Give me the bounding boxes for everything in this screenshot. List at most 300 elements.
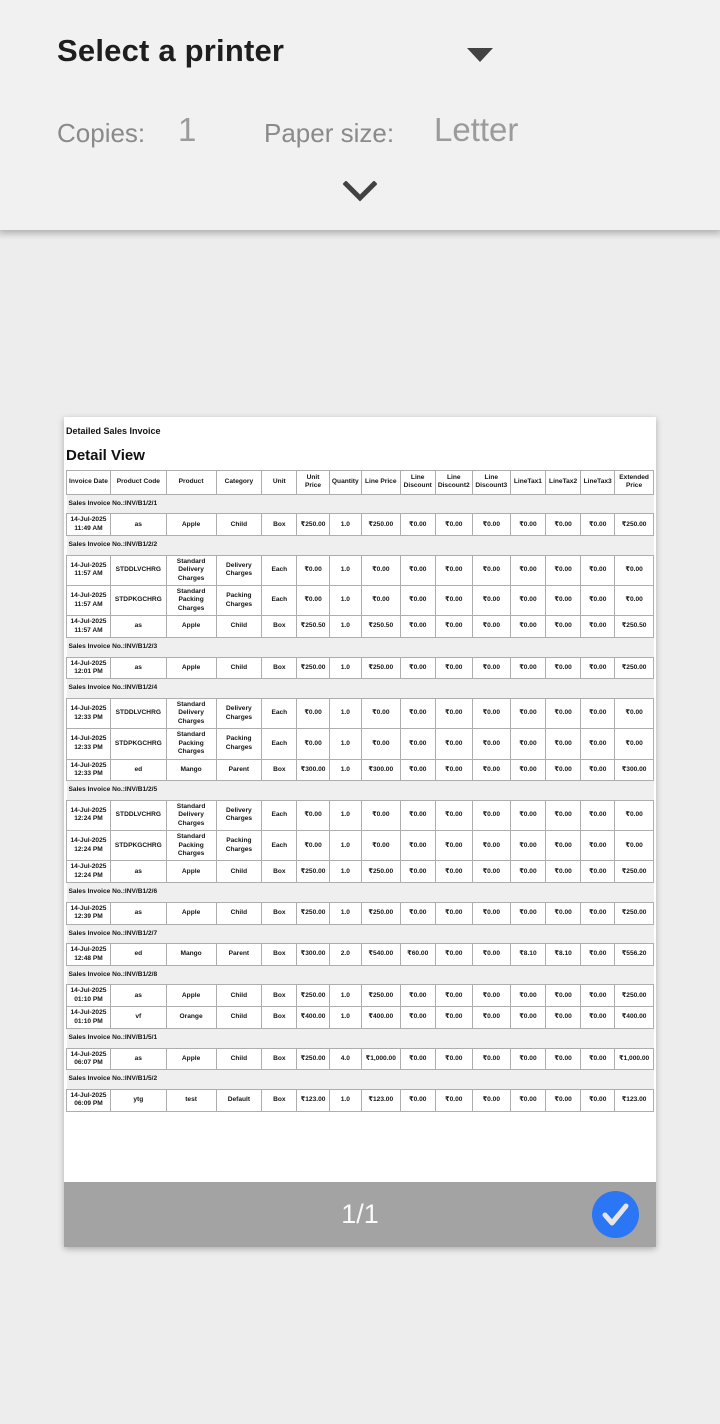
- invoice-cell: 1.0: [329, 698, 361, 728]
- column-header: LineTax3: [581, 471, 615, 495]
- invoice-cell: ₹0.00: [546, 902, 581, 924]
- invoice-cell: 1.0: [329, 1007, 361, 1029]
- invoice-cell: ₹0.00: [581, 585, 615, 615]
- invoice-cell: ₹0.00: [510, 902, 545, 924]
- invoice-cell: Delivery Charges: [216, 698, 262, 728]
- invoice-cell: ₹0.00: [400, 555, 435, 585]
- invoice-cell: Box: [262, 616, 297, 638]
- invoice-data-row: [67, 585, 654, 615]
- invoice-cell: ₹0.00: [546, 831, 581, 861]
- page-indicator: 1/1: [341, 1199, 379, 1229]
- invoice-cell: Box: [262, 1089, 297, 1111]
- invoice-cell: ₹0.00: [297, 831, 329, 861]
- invoice-cell: Child: [216, 1048, 262, 1070]
- invoice-cell: Box: [262, 985, 297, 1007]
- invoice-cell: ₹0.00: [472, 1089, 510, 1111]
- invoice-cell: Child: [216, 861, 262, 883]
- invoice-cell: ₹0.00: [472, 555, 510, 585]
- invoice-cell: ₹0.00: [581, 616, 615, 638]
- invoice-cell: Box: [262, 861, 297, 883]
- invoice-cell: ₹0.00: [472, 657, 510, 679]
- invoice-cell: ₹0.00: [435, 944, 472, 966]
- invoice-cell: Delivery Charges: [216, 800, 262, 830]
- invoice-cell: ₹0.00: [400, 831, 435, 861]
- invoice-section-row: Sales Invoice No.:INV/B1/5/1: [67, 1029, 654, 1048]
- invoice-cell: vf: [110, 1007, 166, 1029]
- invoice-section-row: Sales Invoice No.:INV/B1/2/8: [67, 965, 654, 984]
- invoice-cell: ₹0.00: [615, 555, 654, 585]
- invoice-cell: ₹0.00: [615, 729, 654, 759]
- invoice-cell: Apple: [166, 902, 216, 924]
- invoice-cell: 14-Jul-2025 11:49 AM: [67, 514, 111, 536]
- invoice-cell: ₹0.00: [510, 585, 545, 615]
- invoice-cell: ₹250.00: [297, 1048, 329, 1070]
- invoice-cell: ₹0.00: [435, 831, 472, 861]
- invoice-data-row: [67, 657, 654, 679]
- invoice-data-row: [67, 1007, 654, 1029]
- invoice-cell: ₹0.00: [472, 800, 510, 830]
- invoice-cell: Child: [216, 657, 262, 679]
- invoice-cell: ₹0.00: [400, 902, 435, 924]
- invoice-cell: ₹0.00: [400, 657, 435, 679]
- invoice-data-row: [67, 616, 654, 638]
- invoice-cell: as: [110, 1048, 166, 1070]
- invoice-cell: ₹0.00: [400, 861, 435, 883]
- invoice-cell: ₹0.00: [581, 1007, 615, 1029]
- invoice-cell: ₹0.00: [510, 616, 545, 638]
- invoice-cell: ₹0.00: [510, 985, 545, 1007]
- invoice-cell: ₹0.00: [581, 1048, 615, 1070]
- page-number-bar: [64, 1182, 656, 1247]
- invoice-cell: 1.0: [329, 616, 361, 638]
- invoice-cell: STDDLVCHRG: [110, 555, 166, 585]
- invoice-cell: ₹0.00: [435, 555, 472, 585]
- invoice-cell: Apple: [166, 616, 216, 638]
- invoice-cell: 1.0: [329, 585, 361, 615]
- invoice-cell: ₹0.00: [581, 861, 615, 883]
- confirm-print-button[interactable]: [592, 1191, 639, 1238]
- invoice-cell: ₹0.00: [581, 985, 615, 1007]
- invoice-cell: ₹250.00: [361, 514, 400, 536]
- invoice-cell: as: [110, 616, 166, 638]
- invoice-cell: ₹0.00: [472, 729, 510, 759]
- invoice-cell: ₹0.00: [546, 698, 581, 728]
- invoice-cell: ₹0.00: [435, 514, 472, 536]
- invoice-cell: ₹0.00: [361, 831, 400, 861]
- column-header: Product: [166, 471, 216, 495]
- invoice-cell: ₹300.00: [361, 759, 400, 781]
- invoice-cell: 1.0: [329, 861, 361, 883]
- column-header: Unit Price: [297, 471, 329, 495]
- invoice-cell: ₹0.00: [546, 759, 581, 781]
- invoice-cell: ₹0.00: [546, 861, 581, 883]
- invoice-cell: ₹0.00: [546, 555, 581, 585]
- invoice-cell: ₹250.00: [361, 985, 400, 1007]
- invoice-cell: ₹0.00: [546, 800, 581, 830]
- invoice-section-row: Sales Invoice No.:INV/B1/2/1: [67, 494, 654, 513]
- invoice-cell: ₹0.00: [435, 585, 472, 615]
- invoice-cell: ₹0.00: [297, 729, 329, 759]
- column-header: Line Price: [361, 471, 400, 495]
- invoice-cell: Box: [262, 902, 297, 924]
- invoice-cell: Standard Packing Charges: [166, 729, 216, 759]
- invoice-data-row: [67, 902, 654, 924]
- invoice-cell: Apple: [166, 985, 216, 1007]
- invoice-cell: ₹0.00: [472, 616, 510, 638]
- invoice-cell: ₹300.00: [615, 759, 654, 781]
- invoice-cell: ₹0.00: [435, 800, 472, 830]
- invoice-cell: Packing Charges: [216, 729, 262, 759]
- invoice-cell: Box: [262, 759, 297, 781]
- invoice-cell: ₹0.00: [546, 1089, 581, 1111]
- invoice-cell: ₹556.20: [615, 944, 654, 966]
- invoice-cell: ₹300.00: [297, 944, 329, 966]
- invoice-cell: ₹0.00: [435, 729, 472, 759]
- invoice-cell: Child: [216, 514, 262, 536]
- invoice-cell: 1.0: [329, 800, 361, 830]
- invoice-cell: ₹0.00: [435, 616, 472, 638]
- invoice-cell: 1.0: [329, 657, 361, 679]
- invoice-cell: ₹0.00: [510, 698, 545, 728]
- invoice-cell: ₹0.00: [472, 698, 510, 728]
- invoice-cell: ₹0.00: [400, 1048, 435, 1070]
- paper-size-label: Paper size:: [264, 118, 395, 148]
- invoice-cell: 14-Jul-2025 01:10 PM: [67, 985, 111, 1007]
- invoice-cell: ₹0.00: [510, 800, 545, 830]
- invoice-cell: ₹0.00: [361, 585, 400, 615]
- invoice-data-row: [67, 944, 654, 966]
- invoice-cell: ₹8.10: [510, 944, 545, 966]
- invoice-cell: ₹0.00: [472, 902, 510, 924]
- printer-selector-dropdown[interactable]: [57, 33, 517, 79]
- invoice-cell: 1.0: [329, 831, 361, 861]
- invoice-cell: ₹400.00: [615, 1007, 654, 1029]
- invoice-cell: ed: [110, 944, 166, 966]
- check-icon: [592, 1191, 639, 1238]
- column-header: Category: [216, 471, 262, 495]
- invoice-cell: ₹123.00: [361, 1089, 400, 1111]
- invoice-cell: ₹0.00: [510, 759, 545, 781]
- invoice-cell: ₹250.50: [297, 616, 329, 638]
- invoice-cell: ₹0.00: [510, 831, 545, 861]
- invoice-cell: ₹0.00: [581, 800, 615, 830]
- invoice-cell: ₹0.00: [581, 759, 615, 781]
- invoice-cell: Apple: [166, 657, 216, 679]
- invoice-cell: ₹0.00: [435, 657, 472, 679]
- invoice-data-row: [67, 1048, 654, 1070]
- invoice-table-header: [67, 471, 654, 495]
- invoice-cell: ₹0.00: [581, 698, 615, 728]
- invoice-cell: 1.0: [329, 1089, 361, 1111]
- invoice-data-row: [67, 698, 654, 728]
- invoice-cell: Parent: [216, 944, 262, 966]
- column-header: Quantity: [329, 471, 361, 495]
- invoice-cell: 14-Jul-2025 12:39 PM: [67, 902, 111, 924]
- invoice-cell: ₹0.00: [472, 585, 510, 615]
- invoice-cell: Apple: [166, 1048, 216, 1070]
- invoice-cell: Each: [262, 800, 297, 830]
- invoice-cell: Box: [262, 1007, 297, 1029]
- invoice-cell: 2.0: [329, 944, 361, 966]
- invoice-cell: Mango: [166, 759, 216, 781]
- invoice-cell: ₹0.00: [581, 657, 615, 679]
- invoice-cell: ₹0.00: [400, 729, 435, 759]
- invoice-cell: ₹0.00: [472, 831, 510, 861]
- invoice-cell: ₹300.00: [297, 759, 329, 781]
- invoice-cell: test: [166, 1089, 216, 1111]
- invoice-cell: ₹250.00: [361, 657, 400, 679]
- invoice-cell: ₹0.00: [400, 698, 435, 728]
- invoice-cell: STDPKGCHRG: [110, 585, 166, 615]
- paper-size-selector[interactable]: Letter: [434, 111, 519, 148]
- invoice-cell: Box: [262, 1048, 297, 1070]
- invoice-cell: ₹0.00: [581, 944, 615, 966]
- invoice-cell: Standard Packing Charges: [166, 831, 216, 861]
- invoice-cell: Apple: [166, 514, 216, 536]
- invoice-cell: ytg: [110, 1089, 166, 1111]
- column-header: LineTax2: [546, 471, 581, 495]
- invoice-cell: STDDLVCHRG: [110, 800, 166, 830]
- document-title: Detailed Sales Invoice: [66, 426, 161, 436]
- invoice-cell: ₹0.00: [510, 729, 545, 759]
- invoice-cell: ₹0.00: [546, 616, 581, 638]
- invoice-data-row: [67, 985, 654, 1007]
- invoice-cell: 14-Jul-2025 12:33 PM: [67, 729, 111, 759]
- print-options-row: [0, 108, 720, 158]
- invoice-cell: ₹60.00: [400, 944, 435, 966]
- invoice-section-row: Sales Invoice No.:INV/B1/5/2: [67, 1070, 654, 1089]
- invoice-cell: ₹0.00: [472, 861, 510, 883]
- invoice-cell: ₹250.00: [297, 514, 329, 536]
- invoice-cell: ₹0.00: [400, 514, 435, 536]
- invoice-cell: ed: [110, 759, 166, 781]
- invoice-section-row: Sales Invoice No.:INV/B1/2/5: [67, 781, 654, 800]
- invoice-cell: ₹0.00: [615, 698, 654, 728]
- invoice-cell: Each: [262, 698, 297, 728]
- invoice-cell: ₹250.50: [361, 616, 400, 638]
- invoice-cell: ₹0.00: [400, 585, 435, 615]
- invoice-cell: 14-Jul-2025 12:24 PM: [67, 800, 111, 830]
- invoice-cell: 14-Jul-2025 11:57 AM: [67, 616, 111, 638]
- invoice-cell: ₹250.00: [297, 657, 329, 679]
- invoice-cell: ₹0.00: [546, 585, 581, 615]
- invoice-cell: ₹0.00: [361, 698, 400, 728]
- invoice-cell: ₹250.00: [297, 902, 329, 924]
- invoice-cell: Each: [262, 831, 297, 861]
- invoice-cell: ₹540.00: [361, 944, 400, 966]
- invoice-cell: as: [110, 985, 166, 1007]
- invoice-section-row: Sales Invoice No.:INV/B1/2/3: [67, 638, 654, 657]
- preview-page: [64, 417, 656, 1247]
- invoice-cell: ₹0.00: [546, 1048, 581, 1070]
- invoice-cell: 14-Jul-2025 06:07 PM: [67, 1048, 111, 1070]
- invoice-cell: 14-Jul-2025 12:24 PM: [67, 861, 111, 883]
- column-header: Unit: [262, 471, 297, 495]
- invoice-cell: 14-Jul-2025 12:33 PM: [67, 698, 111, 728]
- print-preview-area: [0, 230, 720, 1424]
- invoice-cell: ₹250.00: [615, 657, 654, 679]
- invoice-cell: 14-Jul-2025 06:09 PM: [67, 1089, 111, 1111]
- invoice-cell: Child: [216, 1007, 262, 1029]
- invoice-cell: Child: [216, 985, 262, 1007]
- invoice-cell: ₹250.00: [361, 902, 400, 924]
- column-header: Line Discount2: [435, 471, 472, 495]
- invoice-cell: Box: [262, 514, 297, 536]
- invoice-cell: 14-Jul-2025 12:48 PM: [67, 944, 111, 966]
- invoice-cell: Orange: [166, 1007, 216, 1029]
- invoice-table: [66, 470, 654, 1112]
- invoice-cell: Packing Charges: [216, 585, 262, 615]
- copies-input[interactable]: 1: [178, 111, 197, 148]
- invoice-cell: Standard Delivery Charges: [166, 555, 216, 585]
- invoice-cell: STDPKGCHRG: [110, 729, 166, 759]
- triangle-down-icon[interactable]: [467, 48, 493, 62]
- invoice-section-row: Sales Invoice No.:INV/B1/2/2: [67, 536, 654, 555]
- invoice-cell: ₹8.10: [546, 944, 581, 966]
- invoice-cell: 14-Jul-2025 12:24 PM: [67, 831, 111, 861]
- invoice-data-row: [67, 800, 654, 830]
- invoice-cell: ₹0.00: [435, 698, 472, 728]
- invoice-cell: STDPKGCHRG: [110, 831, 166, 861]
- invoice-cell: Child: [216, 902, 262, 924]
- invoice-cell: ₹1,000.00: [615, 1048, 654, 1070]
- invoice-data-row: [67, 759, 654, 781]
- invoice-cell: ₹123.00: [615, 1089, 654, 1111]
- printer-selector-label: Select a printer: [57, 33, 285, 68]
- invoice-cell: Each: [262, 729, 297, 759]
- invoice-cell: 14-Jul-2025 12:01 PM: [67, 657, 111, 679]
- invoice-cell: Packing Charges: [216, 831, 262, 861]
- invoice-cell: ₹0.00: [472, 759, 510, 781]
- invoice-cell: ₹0.00: [361, 729, 400, 759]
- document-subtitle: Detail View: [66, 447, 145, 464]
- invoice-cell: ₹250.00: [615, 985, 654, 1007]
- invoice-cell: ₹0.00: [472, 514, 510, 536]
- invoice-cell: ₹0.00: [400, 1007, 435, 1029]
- column-header: Invoice Date: [67, 471, 111, 495]
- invoice-cell: ₹0.00: [510, 657, 545, 679]
- copies-label: Copies:: [57, 118, 146, 148]
- invoice-cell: ₹400.00: [297, 1007, 329, 1029]
- invoice-cell: Apple: [166, 861, 216, 883]
- invoice-cell: ₹250.00: [615, 902, 654, 924]
- invoice-cell: ₹0.00: [435, 902, 472, 924]
- invoice-cell: ₹0.00: [510, 861, 545, 883]
- invoice-cell: 4.0: [329, 1048, 361, 1070]
- invoice-cell: 1.0: [329, 555, 361, 585]
- invoice-cell: ₹0.00: [546, 514, 581, 536]
- invoice-cell: 14-Jul-2025 01:10 PM: [67, 1007, 111, 1029]
- invoice-cell: ₹0.00: [400, 616, 435, 638]
- invoice-cell: ₹0.00: [546, 985, 581, 1007]
- invoice-cell: ₹250.00: [615, 861, 654, 883]
- invoice-cell: ₹0.00: [615, 585, 654, 615]
- invoice-cell: ₹250.00: [297, 861, 329, 883]
- column-header: Product Code: [110, 471, 166, 495]
- chevron-down-icon: [343, 181, 377, 203]
- invoice-cell: 1.0: [329, 902, 361, 924]
- invoice-section-row: Sales Invoice No.:INV/B1/2/7: [67, 924, 654, 943]
- invoice-cell: Each: [262, 585, 297, 615]
- invoice-cell: ₹400.00: [361, 1007, 400, 1029]
- invoice-cell: ₹0.00: [581, 514, 615, 536]
- invoice-cell: ₹250.00: [297, 985, 329, 1007]
- invoice-cell: Delivery Charges: [216, 555, 262, 585]
- invoice-cell: 1.0: [329, 759, 361, 781]
- invoice-cell: 14-Jul-2025 12:33 PM: [67, 759, 111, 781]
- invoice-cell: Box: [262, 944, 297, 966]
- invoice-cell: ₹0.00: [581, 831, 615, 861]
- invoice-cell: as: [110, 657, 166, 679]
- column-header: LineTax1: [510, 471, 545, 495]
- invoice-cell: ₹0.00: [400, 1089, 435, 1111]
- invoice-cell: Parent: [216, 759, 262, 781]
- invoice-cell: ₹123.00: [297, 1089, 329, 1111]
- invoice-cell: ₹0.00: [472, 944, 510, 966]
- invoice-cell: Standard Delivery Charges: [166, 698, 216, 728]
- invoice-cell: as: [110, 514, 166, 536]
- invoice-cell: 14-Jul-2025 11:57 AM: [67, 555, 111, 585]
- invoice-cell: ₹250.00: [615, 514, 654, 536]
- invoice-cell: STDDLVCHRG: [110, 698, 166, 728]
- invoice-cell: ₹0.00: [510, 555, 545, 585]
- invoice-cell: 1.0: [329, 985, 361, 1007]
- invoice-data-row: [67, 1089, 654, 1111]
- column-header: Line Discount3: [472, 471, 510, 495]
- invoice-cell: ₹0.00: [581, 1089, 615, 1111]
- invoice-cell: ₹250.50: [615, 616, 654, 638]
- column-header: Extended Price: [615, 471, 654, 495]
- invoice-cell: Standard Packing Charges: [166, 585, 216, 615]
- invoice-cell: ₹0.00: [510, 1007, 545, 1029]
- invoice-section-row: Sales Invoice No.:INV/B1/2/4: [67, 679, 654, 698]
- invoice-cell: ₹0.00: [297, 800, 329, 830]
- invoice-data-row: [67, 555, 654, 585]
- invoice-cell: ₹0.00: [472, 1048, 510, 1070]
- invoice-cell: ₹0.00: [546, 1007, 581, 1029]
- invoice-cell: ₹0.00: [615, 831, 654, 861]
- invoice-cell: 14-Jul-2025 11:57 AM: [67, 585, 111, 615]
- invoice-cell: ₹0.00: [361, 800, 400, 830]
- invoice-cell: ₹0.00: [472, 1007, 510, 1029]
- invoice-cell: as: [110, 902, 166, 924]
- column-header: Line Discount: [400, 471, 435, 495]
- invoice-cell: ₹0.00: [546, 729, 581, 759]
- invoice-cell: ₹0.00: [435, 1048, 472, 1070]
- invoice-cell: ₹0.00: [435, 861, 472, 883]
- invoice-cell: ₹0.00: [510, 1089, 545, 1111]
- invoice-cell: ₹0.00: [581, 729, 615, 759]
- invoice-cell: as: [110, 861, 166, 883]
- invoice-cell: ₹0.00: [472, 985, 510, 1007]
- invoice-data-row: [67, 729, 654, 759]
- invoice-cell: Standard Delivery Charges: [166, 800, 216, 830]
- invoice-cell: ₹0.00: [510, 1048, 545, 1070]
- invoice-cell: Child: [216, 616, 262, 638]
- invoice-cell: ₹0.00: [297, 555, 329, 585]
- invoice-cell: ₹250.00: [361, 861, 400, 883]
- invoice-cell: ₹0.00: [510, 514, 545, 536]
- expand-options-button[interactable]: [336, 172, 384, 212]
- invoice-cell: ₹0.00: [297, 698, 329, 728]
- invoice-cell: ₹0.00: [435, 759, 472, 781]
- invoice-data-row: [67, 861, 654, 883]
- invoice-data-row: [67, 514, 654, 536]
- invoice-cell: ₹0.00: [435, 1007, 472, 1029]
- invoice-cell: ₹0.00: [400, 800, 435, 830]
- invoice-cell: ₹0.00: [581, 555, 615, 585]
- print-options-panel: [0, 0, 720, 230]
